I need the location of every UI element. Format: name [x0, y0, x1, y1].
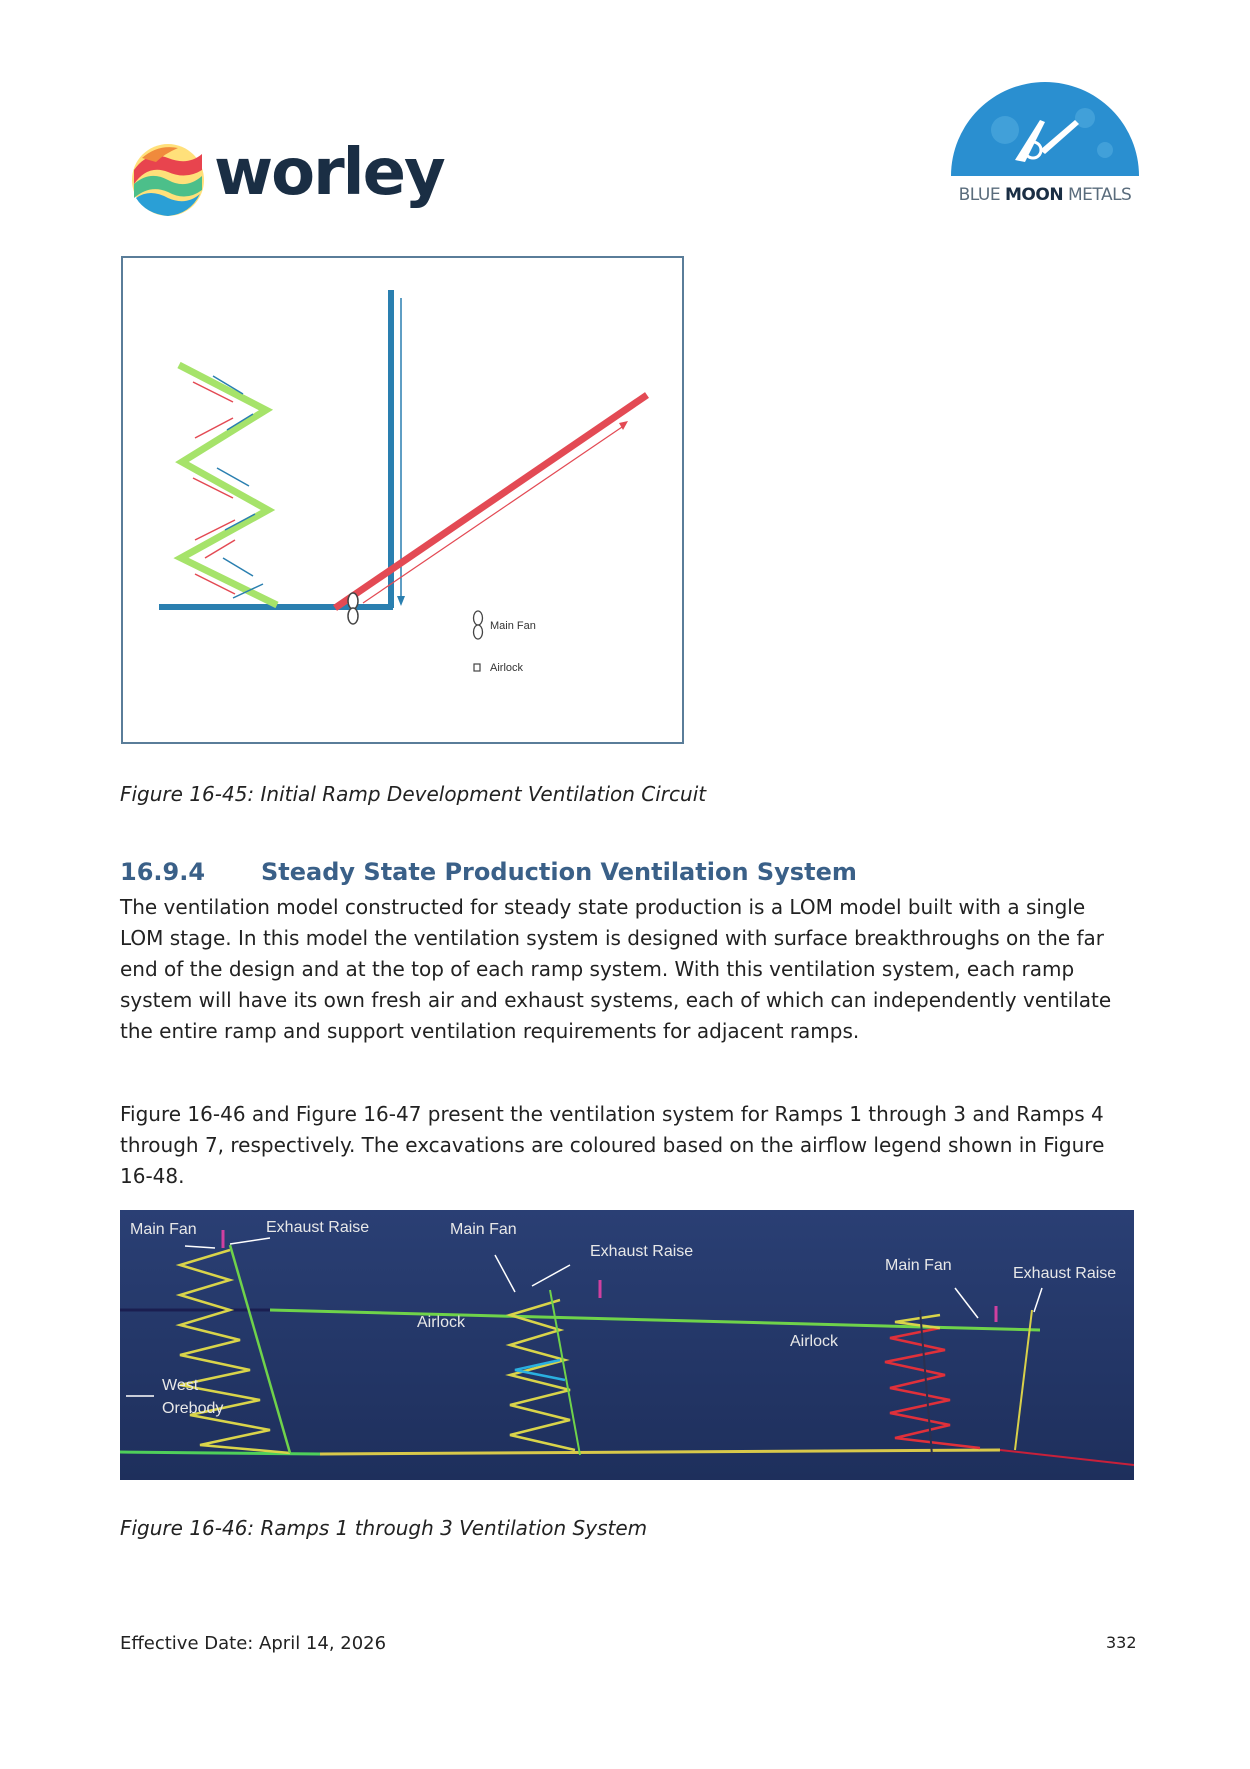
figure-initial-ramp-ventilation-diagram [121, 256, 684, 744]
section-number: 16.9.4 [120, 858, 206, 886]
body-paragraph: Figure 16-46 and Figure 16-47 present the ventilation system for Ramps 1 through 3 and Ramps 4 through 7, respectively. The excavations are coloured based on the airflow legend shown in Figure 16-48. [120, 1102, 1105, 1188]
legend-main-fan-icon [474, 611, 483, 639]
legend-airlock-label: Airlock [490, 662, 524, 674]
section-title: Steady State Production Ventilation System [261, 858, 857, 886]
fresh-air-zigzag-ramp [179, 365, 277, 605]
worley-swirl-icon [128, 140, 208, 220]
blue-moon-metals-wordmark: BLUE MOON METALS [958, 185, 1132, 205]
exhaust-ramp [335, 395, 647, 608]
ramp-3-spiral [885, 1328, 980, 1448]
worley-logo [128, 136, 458, 220]
legend-main-fan-label: Main Fan [490, 620, 536, 632]
west-orebody-label: Orebody [162, 1400, 224, 1417]
exhaust-raise-label: Exhaust Raise [1013, 1265, 1117, 1282]
airlock-label: Airlock [417, 1314, 466, 1331]
body-paragraph: The ventilation model constructed for steady state production is a LOM model built with a single LOM stage. In this model the ventilation system is designed with surface breakthroughs on the far end of the design and at the top of each ramp system. With this ventilation system, each ramp system will have its own fresh air and exhaust systems, each of which can independently ventilate the entire ramp and support ventilation requirements for adjacent ramps. [120, 895, 1112, 1043]
airlock-label: Airlock [790, 1333, 839, 1350]
west-orebody-label: West [162, 1377, 199, 1394]
page-number: 332 [1106, 1633, 1137, 1652]
moon-icon [945, 80, 1145, 180]
section-heading [120, 858, 857, 886]
legend [474, 611, 536, 674]
main-fan-label: Main Fan [885, 1257, 952, 1274]
exhaust-raise-label: Exhaust Raise [266, 1219, 370, 1236]
legend-airlock-icon [474, 664, 480, 671]
worley-wordmark: worley [214, 136, 444, 210]
exhaust-raise-label: Exhaust Raise [590, 1243, 694, 1260]
blue-moon-metals-logo [945, 80, 1145, 210]
figure-ramps-1-3-ventilation-system [120, 1210, 1134, 1480]
figure-16-45-caption: Figure 16-45: Initial Ramp Development Ventilation Circuit [120, 782, 707, 806]
ramp-1-spiral [180, 1250, 290, 1453]
main-fan-label: Main Fan [130, 1221, 197, 1238]
main-fan-label: Main Fan [450, 1221, 517, 1238]
exhaust-airflow-arrow [363, 425, 625, 603]
figure-16-46-caption: Figure 16-46: Ramps 1 through 3 Ventilation System [120, 1516, 648, 1540]
footer-effective-date: Effective Date: April 14, 2026 [120, 1633, 387, 1654]
